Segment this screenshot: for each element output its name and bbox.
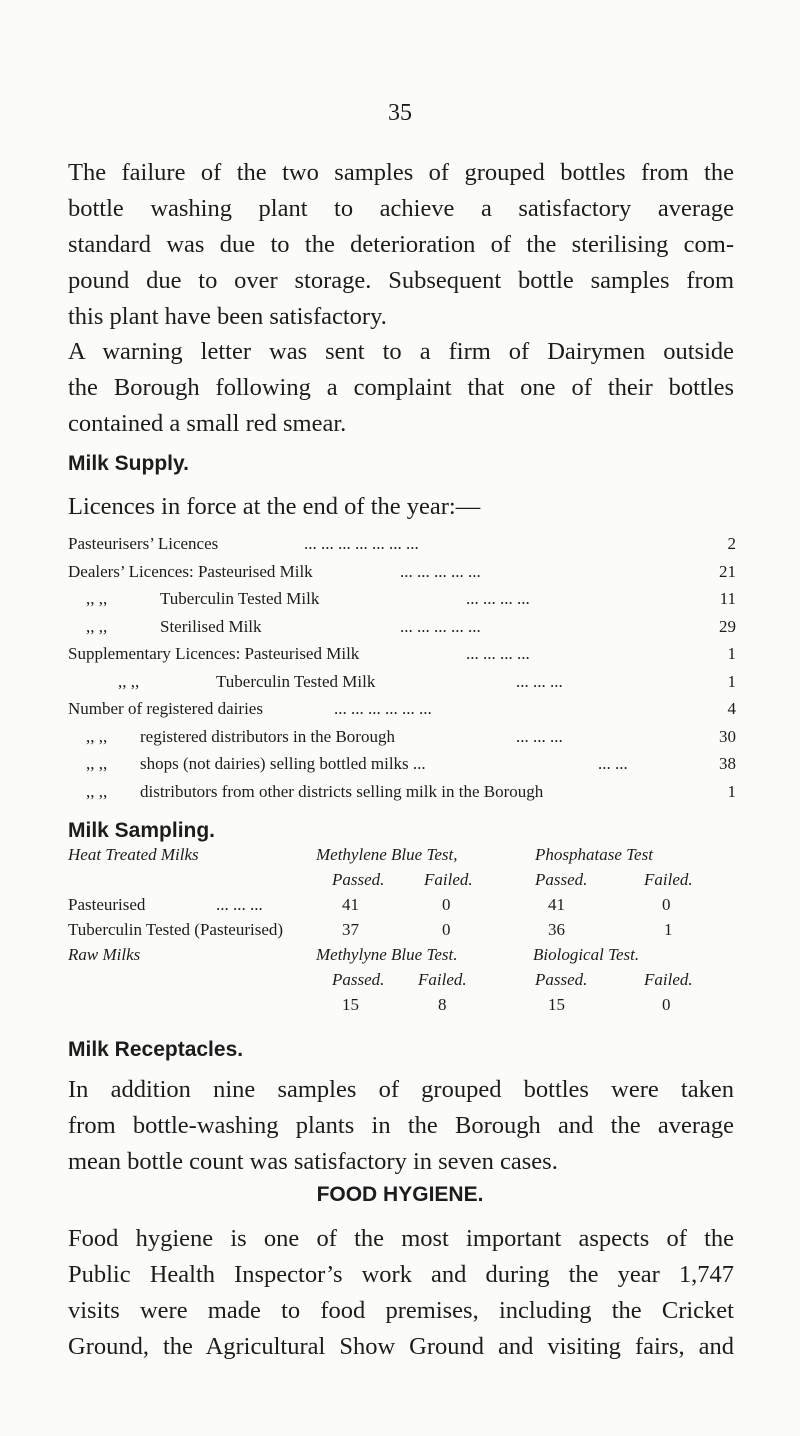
text-line: bottle washing plant to achieve a satisfactory average	[68, 195, 734, 222]
text-line: In addition nine samples of grouped bottles were taken	[68, 1076, 734, 1103]
passed-header: Passed.	[535, 870, 588, 889]
licence-row	[68, 530, 736, 558]
licence-label: Tuberculin Tested Milk	[160, 589, 320, 608]
mb-passed: 41	[342, 895, 359, 914]
text-line: the Borough following a complaint that one of their bottles	[68, 374, 734, 401]
intro-paragraph-1	[68, 155, 734, 335]
ditto-marks: ,, ,,	[86, 781, 108, 801]
leader-dots: ... ... ... ...	[466, 644, 530, 663]
sample-label: Pasteurised	[68, 895, 146, 914]
leader-dots: ... ... ... ... ... ...	[334, 699, 432, 718]
licence-label: Number of registered dairies	[68, 699, 263, 718]
text-line: Public Health Inspector’s work and during the year 1,747	[68, 1261, 734, 1288]
passed-header: Passed.	[535, 970, 588, 989]
intro-paragraph-2	[68, 334, 734, 442]
mb-passed: 37	[342, 920, 359, 939]
sampling-subheader-row	[68, 867, 736, 892]
ditto-marks: ,, ,,	[118, 671, 140, 691]
licence-count: 30	[719, 726, 736, 746]
licence-count: 1	[727, 644, 736, 663]
licence-count: 29	[719, 616, 736, 636]
licence-row	[68, 585, 736, 613]
page-number: 35	[388, 100, 412, 126]
mb-failed: 0	[442, 920, 451, 939]
methylene-blue-title: Methylene Blue Test,	[316, 845, 458, 864]
ditto-marks: ,, ,,	[86, 726, 108, 746]
text-line: Food hygiene is one of the most important aspects of the	[68, 1225, 734, 1252]
sample-label: Tuberculin Tested (Pasteurised)	[68, 920, 284, 939]
leader-dots: ... ... ...	[216, 895, 263, 914]
licence-label: Sterilised Milk	[160, 616, 262, 636]
leader-dots: ... ...	[598, 754, 628, 773]
ph-passed: 36	[548, 920, 565, 939]
licence-label: Pasteurisers’ Licences	[68, 534, 219, 553]
sampling-header-row	[68, 842, 736, 867]
licence-label: shops (not dairies) selling bottled milks ...	[140, 754, 426, 773]
text-line: pound due to over storage. Subsequent bottle samples from	[68, 267, 734, 294]
milk-sampling-heading: Milk Sampling.	[68, 819, 216, 842]
ph-failed: 0	[662, 895, 671, 914]
leader-dots: ... ... ... ... ...	[400, 561, 481, 581]
licence-count: 2	[727, 534, 736, 553]
licence-label: distributors from other districts selling milk in the Borough	[140, 781, 544, 801]
text-line: this plant have been satisfactory.	[68, 303, 387, 330]
text-line: visits were made to food premises, including the Cricket	[68, 1297, 734, 1324]
licence-row	[68, 640, 736, 668]
failed-header: Failed.	[644, 970, 693, 989]
passed-header: Passed.	[332, 870, 385, 889]
bio-failed: 0	[662, 995, 671, 1014]
failed-header: Failed.	[424, 870, 473, 889]
leader-dots: ... ... ...	[516, 726, 563, 746]
milk-receptacles-heading: Milk Receptacles.	[68, 1038, 244, 1061]
licences-list	[68, 530, 736, 805]
licence-row	[68, 778, 736, 806]
licence-row	[68, 695, 736, 723]
raw-sampling-row	[68, 992, 736, 1017]
sampling-row	[68, 892, 736, 917]
text-line: from bottle-washing plants in the Borough and the average	[68, 1112, 734, 1139]
licence-row	[68, 750, 736, 778]
licence-count: 1	[727, 671, 736, 691]
licence-count: 38	[719, 754, 736, 773]
licence-label: Dealers’ Licences: Pasteurised Milk	[68, 561, 313, 581]
milk-sampling-table	[68, 842, 736, 1017]
raw-methylyne-title: Methylyne Blue Test.	[316, 945, 458, 964]
licence-row	[68, 558, 736, 586]
food-hygiene-heading: FOOD HYGIENE.	[316, 1183, 484, 1206]
licence-row	[68, 613, 736, 641]
licence-label: registered distributors in the Borough	[140, 726, 395, 746]
licence-row	[68, 668, 736, 696]
raw-milks-label: Raw Milks	[68, 945, 141, 964]
licence-label: Tuberculin Tested Milk	[216, 671, 376, 691]
bio-passed: 15	[548, 995, 565, 1014]
licence-count: 11	[719, 589, 736, 608]
mb-failed: 8	[438, 995, 447, 1014]
ditto-marks: ,, ,,	[86, 589, 108, 608]
ph-passed: 41	[548, 895, 565, 914]
failed-header: Failed.	[418, 970, 467, 989]
sampling-row	[68, 917, 736, 942]
leader-dots: ... ... ... ... ...	[400, 616, 481, 636]
biological-title: Biological Test.	[533, 945, 640, 964]
leader-dots: ... ... ...	[516, 671, 563, 691]
licence-label: Supplementary Licences: Pasteurised Milk	[68, 644, 360, 663]
text-line: A warning letter was sent to a firm of Dairymen outside	[68, 338, 734, 365]
text-line: The failure of the two samples of grouped bottles from the	[68, 159, 734, 186]
text-line: contained a small red smear.	[68, 410, 347, 437]
text-line: Ground, the Agricultural Show Ground and visiting fairs, and	[68, 1333, 734, 1360]
licence-count: 1	[727, 781, 736, 801]
phosphatase-title: Phosphatase Test	[535, 845, 653, 864]
licence-count: 4	[727, 699, 736, 718]
leader-dots: ... ... ... ... ... ... ...	[304, 534, 419, 553]
mb-failed: 0	[442, 895, 451, 914]
licence-row	[68, 723, 736, 751]
raw-subheader-row	[68, 967, 736, 992]
text-line: mean bottle count was satisfactory in seven cases.	[68, 1148, 558, 1175]
milk-supply-heading: Milk Supply.	[68, 452, 189, 475]
ditto-marks: ,, ,,	[86, 754, 108, 773]
food-hygiene-paragraph	[68, 1221, 734, 1365]
raw-header-row	[68, 942, 736, 967]
licence-count: 21	[719, 561, 736, 581]
ph-failed: 1	[664, 920, 673, 939]
mb-passed: 15	[342, 995, 359, 1014]
receptacles-paragraph	[68, 1072, 734, 1180]
licences-subheading: Licences in force at the end of the year:—	[68, 493, 481, 520]
failed-header: Failed.	[644, 870, 693, 889]
text-line: standard was due to the deterioration of the sterilising com-	[68, 231, 734, 258]
ditto-marks: ,, ,,	[86, 616, 108, 636]
heat-treated-label: Heat Treated Milks	[68, 845, 199, 864]
passed-header: Passed.	[332, 970, 385, 989]
leader-dots: ... ... ... ...	[466, 589, 530, 608]
